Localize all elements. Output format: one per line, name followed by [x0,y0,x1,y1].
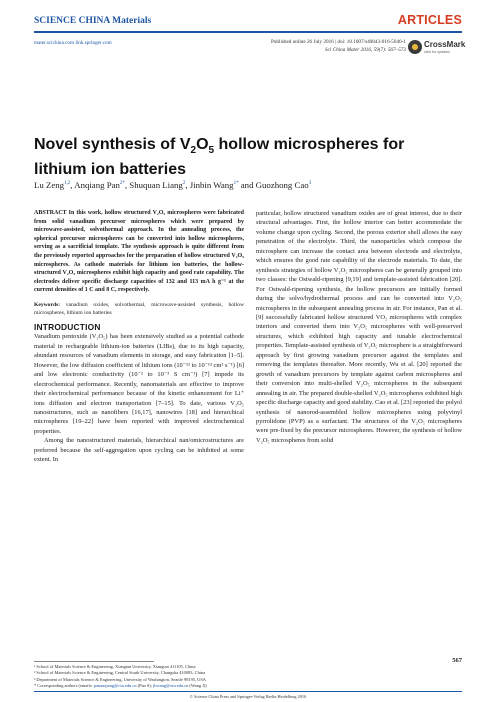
title-sub-2: 5 [208,145,215,157]
author-4-affil: 1* [233,181,239,187]
keywords [34,301,244,317]
author-5-affil: 3 [308,181,312,187]
intro-paragraph-1: Vanadium pentoxide (V₂O₅) has been extensively studied as a potential cathode material in rechargeable lithium-ion batteries (LIBs), due to its high capacity, abundant resources of vanadium elements in storage, and easy fabrication [1–5]. However, the low diffusion coefficient of lithium ions (10⁻¹² to 10⁻¹³ cm² s⁻¹) [6] and low electronic conductivity (10⁻² to 10⁻³ S cm⁻¹) [7] impede its electrochemical performance. Recently, nanomaterials are effective to improve their electrochemical performance because of the kinetic enhancement for Li⁺ ions diffusion and electron transportation [7–15]. To date, various V₂O₅ nanostructures, such as nanofibers [16,17], nanowires [18] and hierarchical microspheres [19–22] have been reported with improved electrochemical properties. [34,333,244,435]
corresponding-authors [34,683,434,689]
author-1-affil: 1,2 [64,181,71,187]
author-2: , Anqiang Pan [70,180,120,190]
copyright: © Science China Press and Springer-Verlag Berlin Heidelberg 2016 [189,694,307,699]
right-column [256,209,462,445]
title-text-2: O [196,136,209,153]
header-rule [34,31,462,33]
corr-mid: (Pan S); [136,682,154,688]
publication-info [271,38,406,54]
email-link-wang[interactable]: jbwang@xtu.edu.cn [153,682,189,688]
intro-paragraph-2: Among the nanostructured materials, hierarchical nan/omicrostructures are preferred because the self-aggregation upon cycling can be inhibited at some extent. In [34,437,244,464]
keywords-list: vanadium oxides, solvothermal, microwave-assisted synthesis, hollow microspheres, lithium ion batteries [34,301,244,316]
affiliation-2: ² School of Materials Science & Engineering, Central South University, Changsha 410083, China [34,670,206,676]
journal-urls[interactable]: mater.scichina.com link.springer.com [34,40,112,46]
corr-prefix: * Corresponding authors (emails: [34,682,94,688]
affiliation-1: ¹ School of Materials Science & Engineering, Xiangtan University, Xiangtan 411105, China [34,664,196,669]
author-2-affil: 2* [119,181,125,187]
author-3: , Shuquan Liang [124,180,183,190]
footnotes [34,664,434,689]
title-text-3: hollow microspheres for lithium ion batteries [34,136,405,179]
citation-text: Sci China Mater 2016, 59(7): 567–573 [325,47,406,53]
corr-suffix: (Wang J)) [188,682,207,688]
abstract: ABSTRACT In this work, hollow structured V₂O₅ microspheres were fabricated from solid vanadium precursor microspheres which were prepared by microwave-assisted, solvothermal approach. In the annealing process, the spherical precursor microspheres can be converted into hollow microspheres, serving as a sacrificial template. The synthesis approach is quite different from the previously reported approaches for the preparation of hollow structured V₂O₅ microspheres. As cathode materials for lithium ion batteries, the hollow-structured V₂O₅ microspheres exhibit high capacity and good rate capability. The electrodes deliver specific discharge capacities of 132 and 113 mA h g⁻¹ at the current densities of 1 C and 8 C, respectively. [34,210,244,294]
right-paragraph: particular, hollow structured vanadium oxides are of great interest, due to their structural advantages. First, the hollow interior can better accommodate the volume change upon cycling. Second, the porous exterior shell allows the easy penetration of the electrolyte. Third, the nanoparticles which compose the microsphere can increase the contact area between electrode and electrolyte, which ensures the good rate capability of the electrode materials. To date, the synthesis strategies of hollow V₂O₅ microspheres can be generally grouped into two classes: the Ostwald-ripening [9,19] and template-assisted fabrication [20]. For Ostwald-ripening synthesis, the hollow precursors are initially formed during the solvo/hydrothermal process and can be converted into V₂O₅ microspheres in the subsequent annealing process in air. For instance, Pan et al. [9] successfully fabricated hollow structured VO₂ microspheres with complex interiors and converted them into V₂O₅ microspheres with well-preserved structures, which exhibited high capacity and tunable electrochemical properties. Template-assisted synthesis of V₂O₅ microsphere is a straightforward approach by first growing vanadium precursor against the templates and removing the templates thereafter. More recently, Wu et al. [20] reported the growth of vanadium precursors by template against carbon microspheres and their conversion into multi-shelled V₂O₅ microspheres in the subsequent annealing in air. The prepared double-shelled V₂O₅ microspheres exhibited high specific discharge capacity and good stability. Cao et al. [23] reported the polyol synthesis of nanorod-assembled hollow microspheres using polyvinyl pyrrolidone (PVP) as a surfactant. The structures of the V₂O₅ microspheres were pre-fixed by the precursor microspheres. However, the synthesis of hollow V₂O₅ microspheres from solid [256,210,462,444]
author-1: Lu Zeng [34,180,65,190]
affiliation-3: ³ Department of Materials Science & Engineering, University of Washington, Seattle 98195, USA [34,676,206,682]
section-label: ARTICLES [397,13,462,27]
article-title [34,135,454,179]
journal-name: SCIENCE CHINA Materials [34,16,152,26]
crossmark-label: CrossMark [424,40,466,49]
email-link-pan[interactable]: pananqiang@csu.edu.cn [93,682,137,688]
title-sub-1: 2 [190,145,197,157]
published-line: Published online 26 July 2016 | doi: 10.1007/s40843-016-5046-1 [270,39,406,45]
crossmark-icon [408,40,422,54]
keywords-label: Keywords: [34,301,61,308]
author-4: , Jinbin Wang [185,180,234,190]
left-column [34,209,244,465]
bottom-rule [34,691,462,692]
author-5: and Guozhong Cao [238,180,309,190]
page-number: 567 [452,657,462,664]
author-list [34,180,474,190]
crossmark-button[interactable] [408,38,466,58]
crossmark-sublabel: click for updates [424,50,450,54]
section-heading-introduction: INTRODUCTION [34,321,101,332]
author-3-affil: 2 [182,181,186,187]
title-text-1: Novel synthesis of V [34,136,191,153]
footnote-rule [34,661,154,662]
citation-line [271,46,406,54]
